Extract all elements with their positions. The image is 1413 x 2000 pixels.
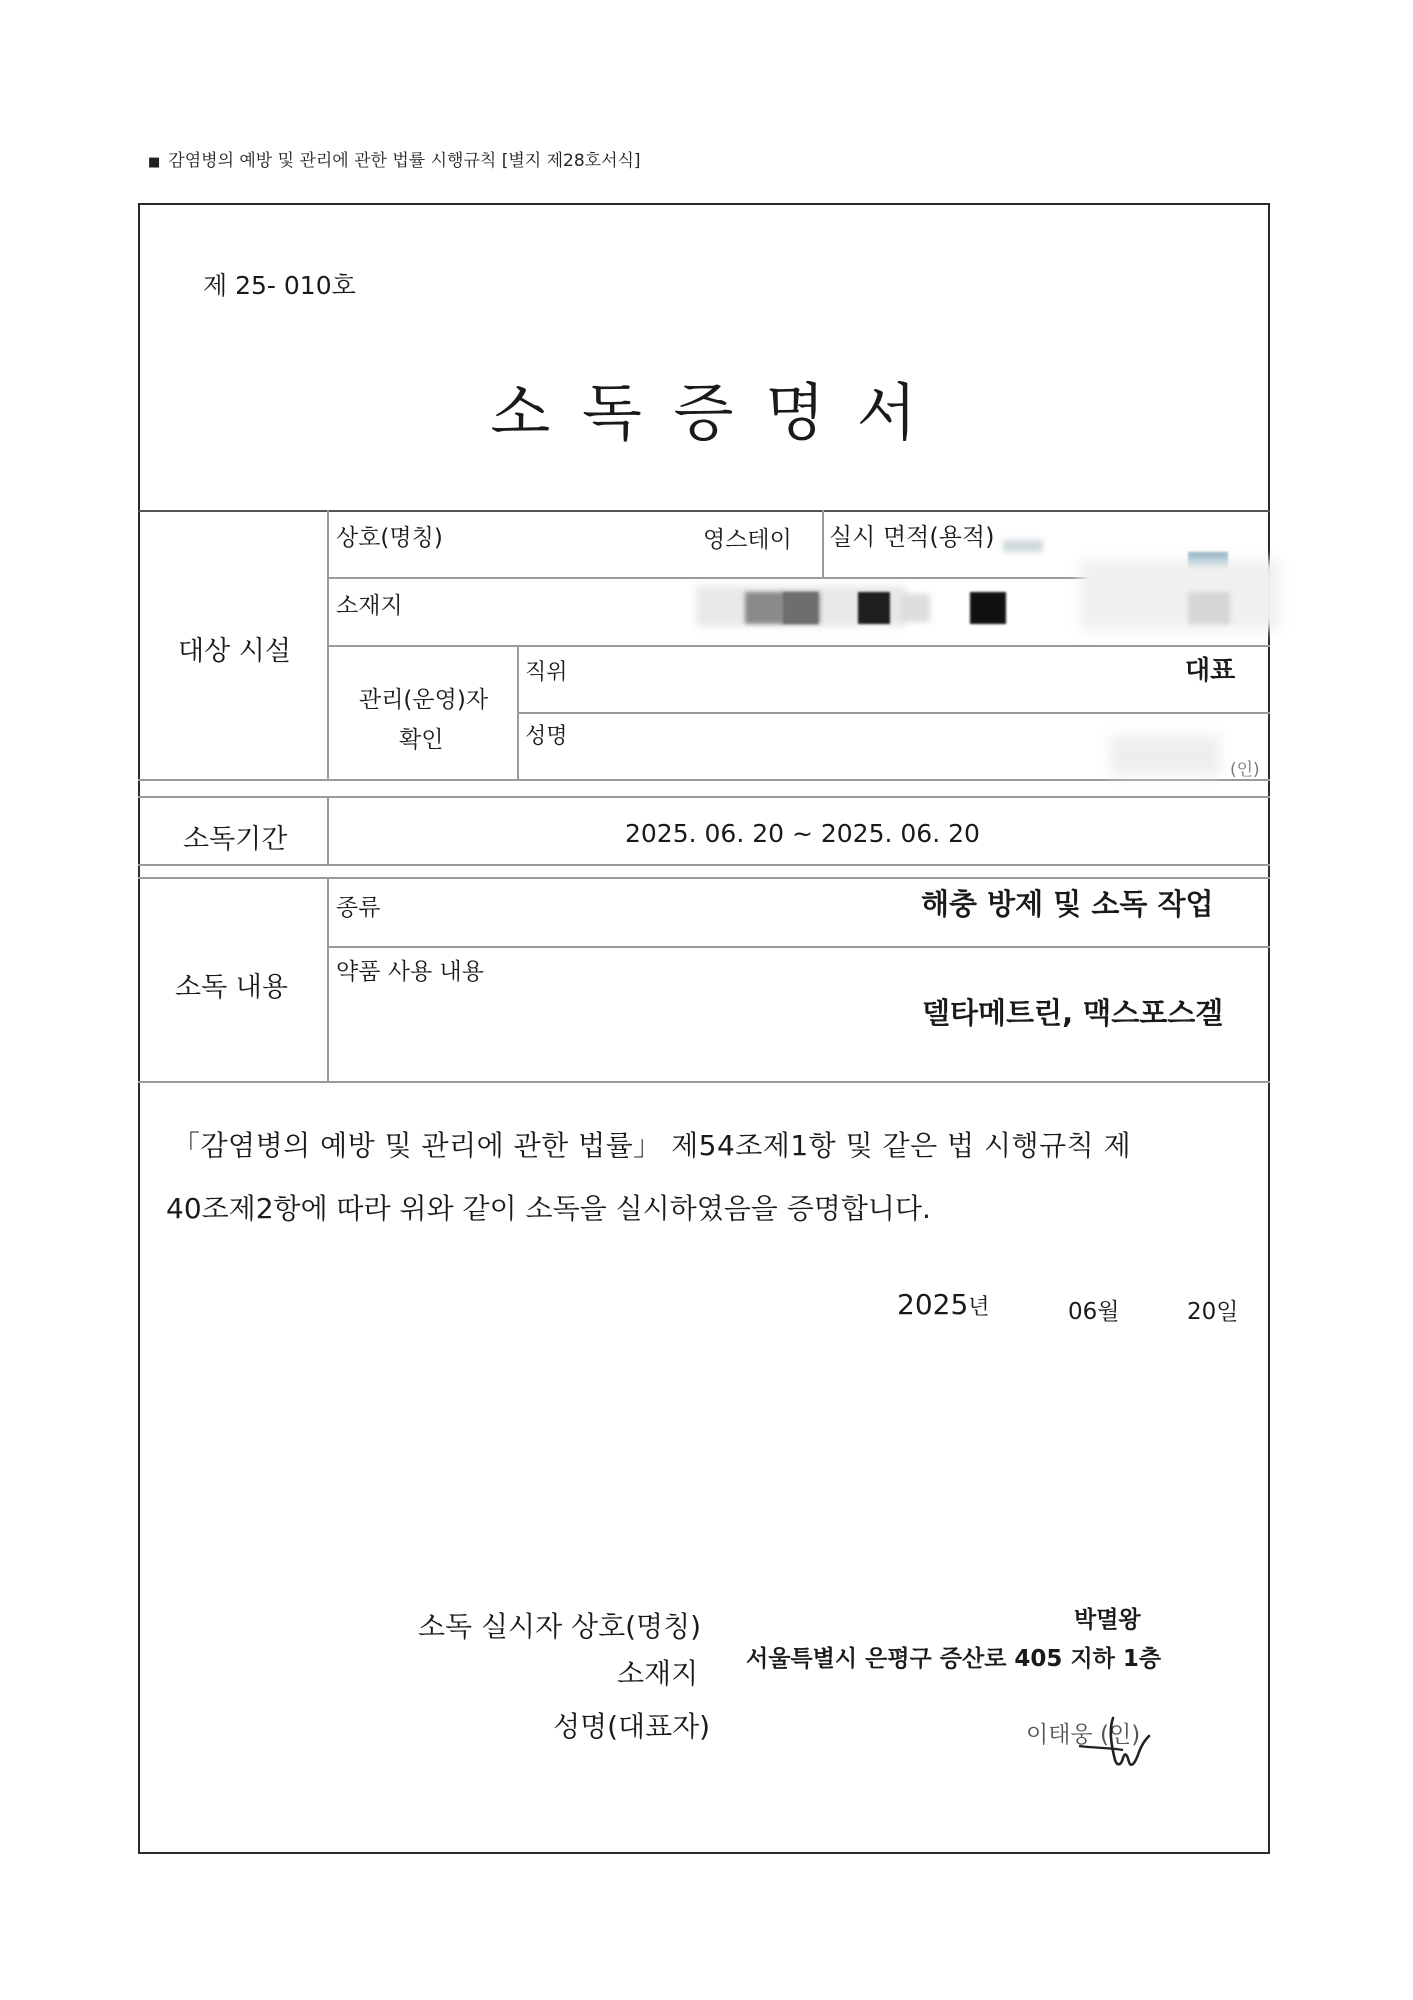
redaction-person-name [1110,735,1220,775]
date-year-unit: 년 [968,1295,990,1320]
address-label: 소재지 [336,593,403,619]
type-value: 해충 방제 및 소독 작업 [921,887,1214,921]
redaction-address-6 [970,592,1006,624]
operator-seal-mark: (인) [1100,1722,1141,1748]
redaction-area-value [1003,540,1043,552]
manager-label-line2: 확인 [399,727,444,753]
period-value: 2025. 06. 20 ~ 2025. 06. 20 [625,819,980,848]
person-name-label: 성명 [525,724,568,749]
position-value: 대표 [1185,656,1236,686]
date-month: 06 [1068,1299,1098,1325]
handwritten-signature [1075,1700,1155,1780]
redaction-address-7 [1080,560,1280,630]
date-day-unit: 일 [1216,1299,1239,1325]
area-label: 실시 면적(용적) [829,523,995,551]
document-title: 소 독 증 명 서 [490,376,923,449]
rule-manager-row [517,712,1270,714]
redaction-address-3 [783,592,818,624]
date-month-unit: 월 [1097,1299,1120,1325]
chemical-value: 델타메트린, 맥스포스겔 [922,996,1224,1030]
redaction-address-5 [900,594,930,622]
rule-area-divider [822,510,824,577]
type-label: 종류 [336,895,381,921]
facility-section-label: 대상 시설 [178,636,291,667]
business-name-label: 상호(명칭) [336,525,443,551]
law-form-reference: 감염병의 예방 및 관리에 관한 법률 시행규칙 [별지 제28호서식] [168,151,641,171]
rule-period-label-col [327,796,329,865]
redaction-address-4 [858,592,890,624]
date-day: 20 [1187,1299,1217,1325]
issue-month [1068,1293,1120,1326]
rule-period-bottom [138,864,1270,866]
statement-line-2: 40조제2항에 따라 위와 같이 소독을 실시하였음을 증명합니다. [166,1192,931,1225]
operator-address-value: 서울특별시 은평구 증산로 405 지하 1층 [746,1646,1162,1672]
operator-rep-value: 이태웅 [1026,1722,1093,1748]
business-name-value: 영스테이 [703,527,792,553]
rule-content-row [327,946,1270,948]
issue-day [1187,1293,1239,1326]
form-header [148,146,641,171]
operator-address-label: 소재지 [617,1657,699,1690]
rule-content-bottom [138,1081,1270,1083]
operator-name-label: 소독 실시자 상호(명칭) [418,1610,702,1643]
operator-name-value: 박멸왕 [1074,1607,1141,1633]
operator-rep-label: 성명(대표자) [553,1710,711,1743]
position-label: 직위 [525,660,568,685]
chemical-label: 약품 사용 내용 [336,959,484,985]
period-label: 소독기간 [183,824,288,855]
manager-seal-mark: (인) [1230,760,1260,780]
rule-facility-row2 [327,645,1270,647]
date-year: 2025 [897,1288,969,1321]
statement-line-1: 「감염병의 예방 및 관리에 관한 법률」 제54조제1항 및 같은 법 시행규칙 제 [172,1129,1132,1162]
rule-facility-bottom [138,779,1270,781]
rule-period-top [138,796,1270,798]
manager-label-line1: 관리(운영)자 [359,687,489,713]
issue-date [897,1288,990,1321]
redaction-address-8 [1188,592,1230,624]
document-number: 제 25- 010호 [203,271,356,300]
content-section-label: 소독 내용 [175,972,288,1003]
rule-content-top [138,877,1270,879]
rule-content-label-col [327,877,329,1082]
rule-facility-top [138,510,1270,512]
square-bullet: ■ [148,155,161,170]
